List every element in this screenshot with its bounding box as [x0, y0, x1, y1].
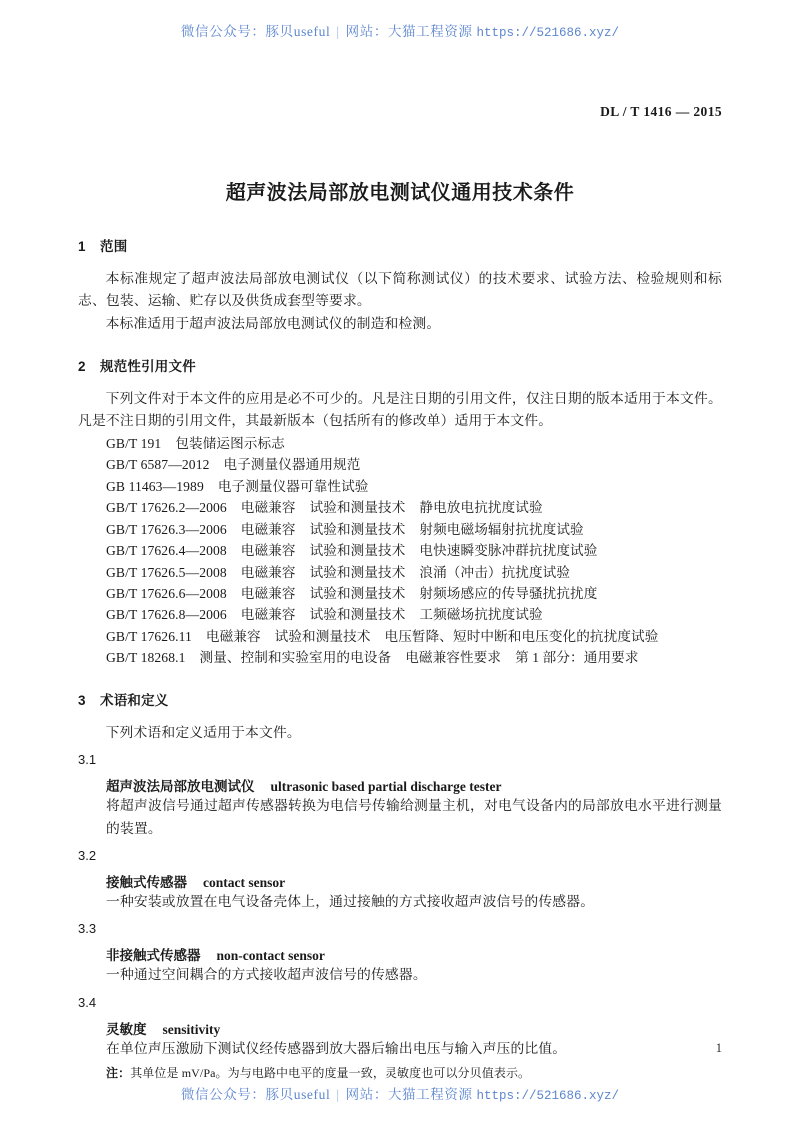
ref-part: 试验和测量技术: [309, 564, 406, 580]
ref-title: 电磁兼容: [240, 607, 296, 623]
clause-number-2: 2: [78, 359, 86, 375]
list-item: [106, 583, 722, 604]
term-heading-3-2: [78, 871, 722, 891]
ref-code: GB/T 17626.8—2006: [106, 607, 227, 623]
ref-sub: 电快速瞬变脉冲群抗扰度试验: [419, 543, 598, 559]
ref-part: 电磁兼容性要求: [405, 650, 502, 666]
ref-title: 电磁兼容: [205, 628, 261, 644]
ref-title: 电子测量仪器通用规范: [223, 457, 361, 473]
ref-title: 电磁兼容: [240, 586, 296, 601]
term-en-3-3: non-contact sensor: [216, 948, 325, 964]
clause-title-2: 规范性引用文件: [100, 359, 196, 375]
term-note-3-4: [78, 1064, 722, 1083]
watermark-site-label: 网站：大猫工程资源: [345, 1087, 473, 1102]
ref-part: 试验和测量技术: [309, 607, 406, 623]
clause-heading-terms: [78, 689, 722, 709]
term-en-3-1: ultrasonic based partial discharge tester: [270, 779, 502, 795]
term-cn-3-2: 接触式传感器: [106, 874, 187, 890]
ref-title: 电磁兼容: [240, 564, 296, 580]
watermark-separator: |: [336, 1087, 340, 1102]
term-heading-3-3: [78, 944, 722, 964]
ref-code: GB/T 17626.3—2006: [106, 521, 227, 537]
ref-sub: 射频场感应的传导骚扰抗扰度: [419, 586, 598, 601]
ref-sub: 电压暂降、短时中断和电压变化的抗扰度试验: [384, 628, 659, 644]
ref-code: GB/T 18268.1: [106, 650, 186, 666]
clause-number-3: 3: [78, 692, 86, 708]
normative-refs-intro: 下列文件对于本文件的应用是必不可少的。凡是注日期的引用文件，仅注日期的版本适用于本文件。凡是不注日期的引用文件，其最新版本（包括所有的修改单）适用于本文件。: [78, 391, 722, 429]
term-definition-3-1: 将超声波信号通过超声传感器转换为电信号传输给测量主机，对电气设备内的局部放电水平进行测量的装置。: [106, 798, 722, 836]
clause-heading-normative-refs: [78, 355, 722, 375]
ref-title: 电子测量仪器可靠性试验: [217, 478, 369, 494]
page-title: 超声波法局部放电测试仪通用技术条件: [225, 182, 575, 204]
subclause-number-3-3: 3.3: [78, 921, 97, 937]
standard-number: [78, 104, 722, 120]
ref-sub: 射频电磁场辐射抗扰度试验: [419, 521, 584, 537]
ref-part: 试验和测量技术: [309, 543, 406, 559]
list-item: [106, 497, 722, 518]
watermark-wechat-label: 微信公众号：豚贝useful: [180, 24, 331, 39]
ref-part: 试验和测量技术: [274, 628, 371, 644]
note-text: 其单位是 mV/Pa。为与电路中电平的度量一致，灵敏度也可以分贝值表示。: [130, 1065, 531, 1080]
ref-title: 电磁兼容: [240, 521, 296, 537]
watermark-top: [0, 20, 800, 40]
clause-number-1: 1: [78, 239, 86, 254]
subclause-number-3-2: 3.2: [78, 847, 97, 863]
term-cn-3-1: 超声波法局部放电测试仪: [106, 779, 255, 795]
ref-part: 试验和测量技术: [309, 521, 406, 537]
ref-part: 试验和测量技术: [309, 586, 406, 601]
list-item: [106, 604, 722, 625]
document-content: [78, 104, 722, 1083]
ref-sub: 浪涌（冲击）抗扰度试验: [419, 564, 571, 580]
ref-code: GB/T 17626.4—2008: [106, 543, 227, 559]
note-label: 注：: [106, 1065, 131, 1080]
standard-number-text: DL / T 1416 — 2015: [600, 104, 722, 119]
ref-sub: 工频磁场抗扰度试验: [419, 607, 543, 623]
scope-paragraph-2: 本标准适用于超声波法局部放电测试仪的制造和检测。: [105, 315, 441, 331]
ref-part: 试验和测量技术: [309, 500, 406, 516]
ref-title: 电磁兼容: [240, 500, 296, 516]
term-cn-3-4: 灵敏度: [106, 1021, 147, 1037]
ref-code: GB/T 17626.5—2008: [106, 564, 227, 580]
subclause-number-3-1: 3.1: [78, 752, 97, 768]
list-item: [106, 626, 722, 647]
list-item: [106, 433, 722, 454]
term-en-3-4: sensitivity: [162, 1021, 221, 1037]
watermark-url: https://521686.xyz/: [476, 26, 620, 40]
ref-code: GB/T 17626.11: [106, 628, 192, 644]
term-en-3-2: contact sensor: [203, 874, 286, 890]
subclause-number-3-4: 3.4: [78, 994, 97, 1010]
list-item: [106, 540, 722, 561]
term-cn-3-3: 非接触式传感器: [106, 948, 201, 964]
clause-title-1: 范围: [100, 239, 128, 254]
ref-title: 包装储运图示标志: [175, 435, 285, 451]
ref-title: 测量、控制和实验室用的电设备: [199, 650, 392, 666]
ref-code: GB/T 17626.2—2006: [106, 500, 227, 516]
watermark-site-label: 网站：大猫工程资源: [345, 24, 473, 39]
clause-title-3: 术语和定义: [100, 692, 169, 708]
ref-sub: 静电放电抗扰度试验: [419, 500, 543, 516]
list-item: [106, 647, 722, 668]
list-item: [106, 454, 722, 475]
term-heading-3-1: [78, 775, 722, 795]
ref-sub: 第 1 部分：通用要求: [515, 650, 639, 666]
watermark-wechat-label: 微信公众号：豚贝useful: [180, 1087, 331, 1102]
normative-reference-list: [78, 433, 722, 669]
list-item: [106, 476, 722, 497]
terms-intro: 下列术语和定义适用于本文件。: [105, 724, 301, 740]
term-definition-3-4: 在单位声压激励下测试仪经传感器到放大器后输出电压与输入声压的比值。: [106, 1040, 567, 1056]
clause-heading-scope: [78, 235, 722, 255]
term-heading-3-4: [78, 1018, 722, 1038]
page-number: 1: [715, 1041, 722, 1055]
watermark-separator: |: [336, 24, 340, 39]
list-item: [106, 519, 722, 540]
ref-code: GB/T 6587—2012: [106, 457, 210, 473]
ref-code: GB 11463—1989: [106, 478, 204, 494]
watermark-url: https://521686.xyz/: [476, 1089, 620, 1103]
list-item: [106, 562, 722, 583]
ref-code: GB/T 17626.6—2008: [106, 586, 227, 601]
term-definition-3-2: 一种安装或放置在电气设备壳体上，通过接触的方式接收超声波信号的传感器。: [106, 893, 595, 909]
ref-title: 电磁兼容: [240, 543, 296, 559]
scope-paragraph-1: 本标准规定了超声波法局部放电测试仪（以下简称测试仪）的技术要求、试验方法、检验规则和标志、包装、运输、贮存以及供货成套型等要求。: [78, 271, 722, 309]
watermark-bottom: [0, 1083, 800, 1103]
term-definition-3-3: 一种通过空间耦合的方式接收超声波信号的传感器。: [106, 967, 427, 983]
ref-code: GB/T 191: [106, 435, 162, 451]
